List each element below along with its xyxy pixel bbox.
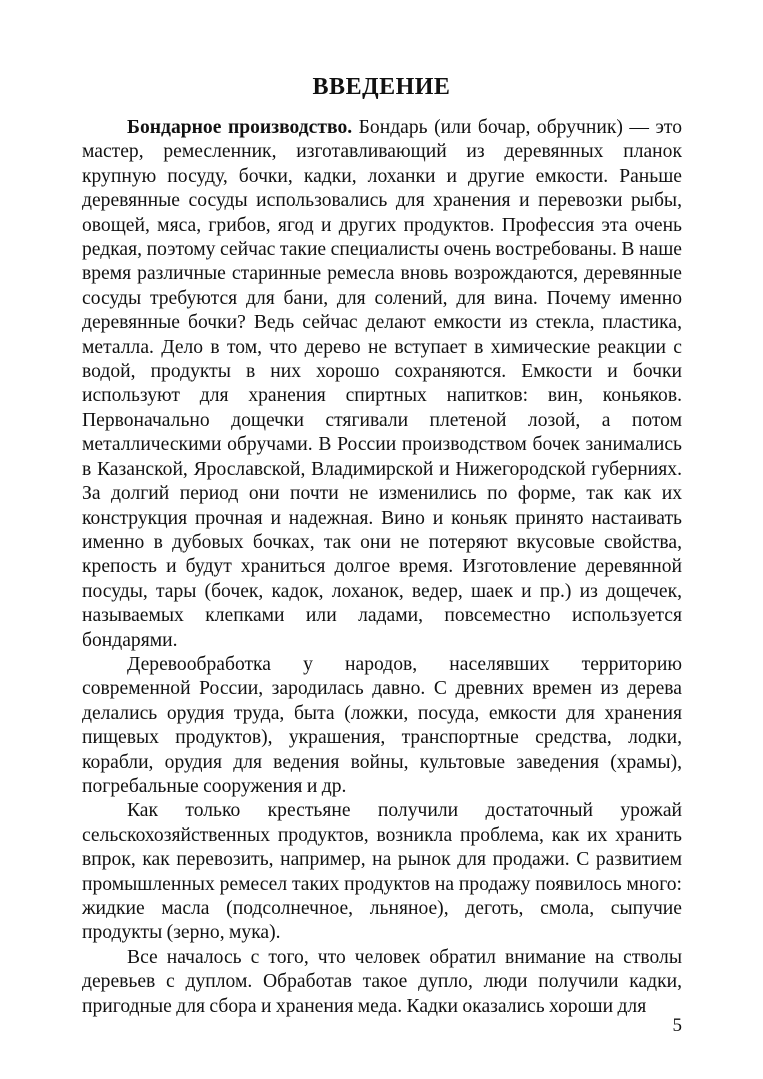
page-number: 5 xyxy=(672,1015,682,1036)
paragraph-bondarnoe xyxy=(82,116,682,653)
paragraph-derevoobrabotka: Деревообработка у народов, населявших территорию современной России, зародилась давно. С древних времен из дерева делались орудия труда, быта (ложки, посуда, емкости для хранения пищевых продуктов), украшения, транспортные средства, лодки, корабли, орудия для ведения войны, культовые заведения (храмы), погребальные сооружения и др. xyxy=(82,653,682,797)
paragraph-duplo: Все началось с того, что человек обратил внимание на стволы деревьев с дуплом. Обработав такое дупло, люди получили кадки, пригодные для сбора и хранения меда. Кадки оказались хороши для xyxy=(82,946,682,1017)
page-title: ВВЕДЕНИЕ xyxy=(312,74,451,100)
paragraph-text: Бондарь (или бочар, обручник) — это мастер, ремесленник, изготавливающий из деревянных планок крупную посуду, бочки, кадки, лоханки и другие емкости. Раньше деревянные сосуды использовались для хранения и перевозки рыбы, овощей, мяса, грибов, ягод и других продуктов. Профессия эта очень редкая, поэтому сейчас такие специалисты очень востребованы. В наше время различные старинные ремесла вновь возрождаются, деревянные сосуды требуются для бани, для солений, для вина. Почему именно деревянные бочки? Ведь сейчас делают емкости из стекла, пластика, металла. Дело в том, что дерево не вступает в химические реакции с водой, продукты в них хорошо сохраняются. Емкости и бочки используют для хранения спиртных напитков: вин, коньяков. Первоначально дощечки стягивали плетеной лозой, а потом металлическими обручами. В России производством бочек занимались в Казанской, Ярославской, Владимирской и Нижегородской губерниях. За долгий период они почти не изменились по форме, так как их конструкция прочная и надежная. Вино и коньяк принято настаивать именно в дубовых бочках, так они не потеряют вкусовые свойства, крепость и будут храниться долгое время. Изготовление деревянной посуды, тары (бочек, кадок, лоханок, ведер, шаек и пр.) из дощечек, называемых клепками или ладами, повсеместно используется бондарями. xyxy=(82,117,683,651)
paragraph-lead: Бондарное производство. xyxy=(127,117,353,138)
paragraph-krestyane: Как только крестьяне получили достаточный урожай сельскохозяйственных продуктов, возникла проблема, как их хранить впрок, как перевозить, например, на рынок для продажи. С развитием промышленных ремесел таких продуктов на продажу появилось много: жидкие масла (подсолнечное, льняное), деготь, смола, сыпучие продукты (зерно, мука). xyxy=(82,800,682,944)
body-text xyxy=(82,116,682,1019)
